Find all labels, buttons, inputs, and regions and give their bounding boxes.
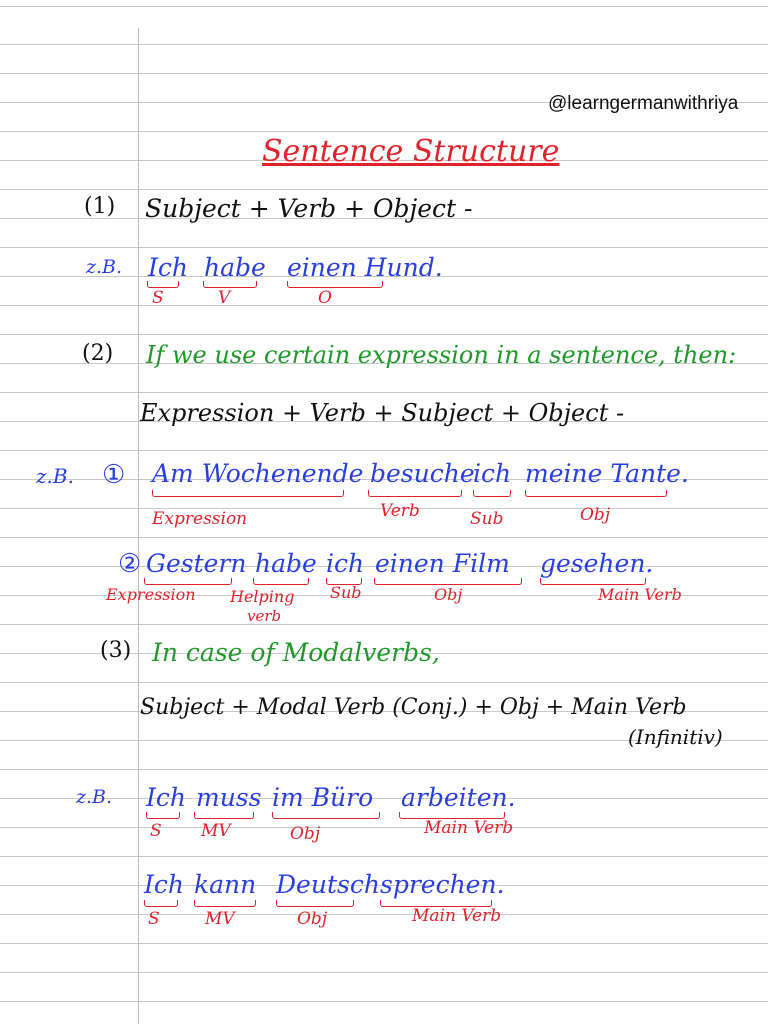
modal-example-1-subject: Ich: [146, 783, 186, 812]
label-s: S: [148, 909, 160, 929]
margin-line: [138, 28, 139, 1024]
example-1-expression: Am Wochenende: [152, 459, 364, 488]
label-v: V: [218, 288, 231, 308]
example-2-main-verb: gesehen.: [540, 549, 654, 578]
section-3-number: (3): [100, 638, 132, 663]
label-main-verb: Main Verb: [412, 906, 502, 926]
label-mv: MV: [205, 909, 235, 929]
bracket: [540, 578, 646, 585]
modal-example-2-object: Deutsch: [276, 870, 380, 899]
label-s: S: [150, 821, 162, 841]
example-2-object: einen Film: [375, 549, 510, 578]
section-2-zb: z.B.: [36, 464, 74, 488]
section-3-rule: Subject + Modal Verb (Conj.) + Obj + Main Verb: [140, 695, 687, 720]
modal-example-2-main-verb: sprechen.: [380, 870, 505, 899]
bracket: [146, 812, 180, 819]
label-verb: Verb: [380, 501, 420, 521]
label-obj: Obj: [290, 824, 321, 844]
section-1-number: (1): [84, 194, 116, 219]
example-2-expression: Gestern: [146, 549, 247, 578]
label-s: S: [152, 288, 164, 308]
page-title: Sentence Structure: [262, 134, 560, 169]
bracket: [147, 281, 179, 288]
section-3-intro: In case of Modalverbs,: [152, 638, 440, 667]
label-obj: Obj: [580, 505, 611, 525]
bracket: [194, 900, 256, 907]
label-helping: Helping: [230, 587, 295, 606]
section-1-example-object: einen Hund.: [287, 253, 443, 282]
bracket: [144, 900, 178, 907]
label-main-verb: Main Verb: [598, 585, 682, 604]
section-3-zb: z.B.: [76, 786, 113, 808]
label-o: O: [318, 288, 332, 308]
bracket: [203, 281, 257, 288]
label-expression: Expression: [106, 585, 196, 604]
bracket: [473, 490, 511, 497]
bracket: [276, 900, 354, 907]
section-1-example-subject: Ich: [148, 253, 188, 282]
bracket: [368, 490, 462, 497]
label-sub: Sub: [330, 583, 362, 602]
label-expression: Expression: [152, 509, 248, 529]
example-1-object: meine Tante.: [525, 459, 689, 488]
section-2-rule: Expression + Verb + Subject + Object -: [140, 399, 625, 427]
bracket: [253, 578, 309, 585]
label-mv: MV: [201, 821, 231, 841]
bracket: [525, 490, 667, 497]
section-2-number: (2): [82, 341, 114, 366]
section-1-zb: z.B.: [86, 256, 123, 278]
example-2-subject: ich: [326, 549, 365, 578]
label-sub: Sub: [470, 509, 504, 529]
example-1-verb: besuche: [370, 459, 475, 488]
example-2-helping-verb: habe: [255, 549, 317, 578]
bracket: [194, 812, 254, 819]
bracket: [374, 578, 522, 585]
section-1-rule: Subject + Verb + Object -: [145, 194, 473, 223]
label-obj: Obj: [434, 585, 463, 604]
modal-example-2-subject: Ich: [144, 870, 184, 899]
example-1-number: ①: [102, 460, 126, 490]
label-helping-verb: verb: [247, 607, 282, 625]
modal-example-2-modal: kann: [194, 870, 257, 899]
author-handle: @learngermanwithriya: [548, 93, 739, 114]
example-1-subject: ich: [473, 459, 512, 488]
modal-example-1-main-verb: arbeiten.: [401, 783, 516, 812]
bracket: [272, 812, 380, 819]
bracket: [152, 490, 344, 497]
modal-example-1-modal: muss: [196, 783, 262, 812]
bracket: [144, 578, 232, 585]
section-2-intro: If we use certain expression in a sentence, then:: [146, 341, 737, 369]
section-1-example-verb: habe: [204, 253, 266, 282]
section-3-rule-infinitiv: (Infinitiv): [628, 725, 723, 749]
label-obj: Obj: [297, 909, 328, 929]
modal-example-1-object: im Büro: [272, 783, 374, 812]
bracket: [287, 281, 383, 288]
example-2-number: ②: [118, 549, 142, 579]
label-main-verb: Main Verb: [424, 818, 514, 838]
